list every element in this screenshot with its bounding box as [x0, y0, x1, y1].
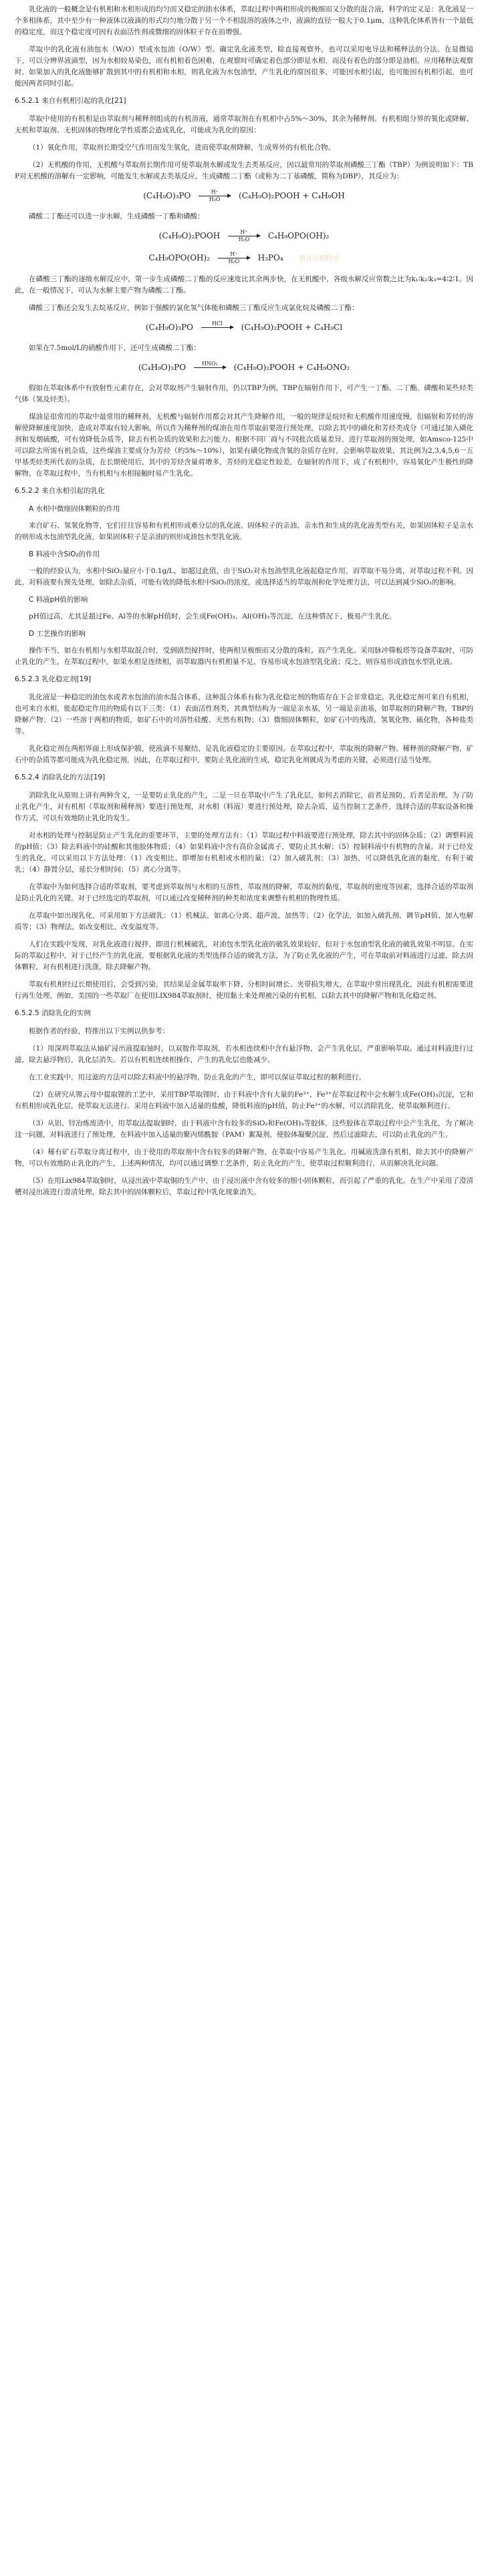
paragraph: 消除乳化从原则上讲有两种含义，一是要防止乳化的产生，二是一旦在萃取中产生了乳化层，如何去消除它，前者是预防，后者是治理。为了防止乳化产生，对有机相（萃取剂和稀释剂）要进行预处理，对水相（料液）要进行预处理，除去杂质，适当控制工艺条件，选择合适的萃取设备和操作方式，可以有效地防止乳化的发生。	[15, 791, 473, 822]
paragraph: 乳化液是一种稳定的油包水或者水包油的油水混合体系，这种混合体系有称为乳化稳定剂的物质存在下会非常稳定。乳化稳定剂可来自有机相，也可来自水相，能起稳定作用的物质有以下三类：（1）表面活性剂类，其典型结构为一端是亲水基，另一端是亲油基，如萃取剂的降解产物，TBP的降解产物；（2）一些溶于两相的物质，如矿石中的可溶性硅酸、天然有机物；（3）微细固体颗粒，如矿石中的残渣，氢氧化物，硫化物，各种盐类等。	[15, 693, 473, 735]
section-heading: 6.5.2.4 消除乳化的方法[19]	[15, 773, 106, 781]
watermark: 留在在泡特点	[299, 255, 340, 262]
equation-hydrolysis-2: (C₄H₉O)₂POOH $\frac{H^+}{\text{H₂O}}$ C₄H₉OPO(OH)₂	[158, 229, 330, 242]
subsection-heading: A 水相中微细固体颗粒的作用	[29, 505, 120, 513]
paragraph: （4）稀有矿石萃取分离过程中，由于使用的萃取剂中含有较多的降解产物，在萃取中容易产生乳化。用碱液洗涤有机相，除去其中的降解产物，可以有效地防止乳化的产生，上述两种情况，均可以通过调整工艺条件，防止乳化的产生，使萃取过程顺利进行，从而解决乳化问题。	[15, 1148, 473, 1167]
paragraph: 乳化液的一般概念是有机相和水相形成的均匀而又稳定的油水体系，萃取过程中两相形成的极细而又分散的混合液，科学的定义是：乳化液是一个多相体系，其中至少有一种液体以液滴的形式均匀地分散于另一个不相混溶的液体之中，液滴的直径一般大于0.1μm，这种乳化体系皆有一个最低的稳定度，而这个稳定度可因有表面活性剂或微细的固体粒子存在而增强。	[15, 5, 473, 36]
reaction-arrow: $\frac{H^+}{\text{H₂O}}$	[228, 229, 260, 243]
section-heading: 6.5.2.1 来自有机相引起的乳化[21]	[15, 97, 126, 105]
paragraph: 萃取中使用的有机相是由萃取剂与稀释剂组成的有机溶液，通常萃取剂在有机相中占5%～30%，其余为稀释剂。有机相组分界的氧化或降解、无机和萃取剂、无机固体的物理化学性质都会造成乳化，可能成为乳化的原因：	[15, 115, 473, 134]
paragraph: 操作不当，如在有机相与水相萃取混合时，受到剧烈搅拌时，使两相呈极细而又分散的珠粒。而产生乳化。采用脉冲筛板塔等设备萃取时，可防止乳化的产生，在萃取过程中，如果水相是连续相，而萃取器内有机相量不足，容易形成水包油型乳化液；反之，则容易形成油包水型乳化液。	[15, 647, 473, 666]
section-heading: 6.5.2.3 乳化稳定剂[19]	[15, 675, 92, 683]
subsection-heading: B 料液中含SiO₂的作用	[29, 550, 100, 558]
paragraph: 来自矿石、氢氧化物等，它们往往容易和有机相形成难分层的乳化液。固体粒子的亲油、亲水性和生成的乳化液类型有关，如果固体粒子是亲水的则形成水包油型乳化液，如果固体粒子是亲油的则形成油包水型乳化液。	[15, 522, 473, 541]
paragraph: 根据作者的经验，特推出以下实例以供参考：	[29, 1027, 169, 1035]
paragraph: 人们在实践中发现，对乳化液进行搅拌，即进行机械破乳，对油包水型乳化液的破乳效果较好，但对于水包油型乳化液的破乳效果不明显。在实际的萃取过程中，对于已经产生的乳化液，要根据乳化液的类型选择合适的破乳方法，为了防止乳化液的产生，可在萃取前对料液进行过滤，除去固体颗粒，对有机相进行洗涤，除去降解产物。	[15, 940, 473, 971]
paragraph: 煤油是很常用的萃取中最常用的稀释剂，无机酸与辐射作用都会对其产生降解作用，一般的规律是烷烃和无机酸作用速度慢，但辐射和芳烃的溶解使降解速度加快，造成对萃取有较大影响，所以作为稀释剂的煤油在用作萃取前要进行预处理，以除去其中的磺化和芳烃类成分（可通过加入磺化剂和发烟硫酸，可有效降低杂质等，除去有机杂质的效果和去污能力。根据不同厂商与不同批次质量差异，进行萃取剂的预处理，如Amsco-125中可以除去所需有机杂质，这些煤油主要成分为芳烃（约5%～10%），如果有磺化物或含氧的杂质存在时，会影响萃取效果，其比例为2,3,4,5,6一五甲基类烃类所代表的杂质，在长期使用后，其中的芳烃含量将增多，芳烃的光稳定性较差，在辐射的作用下，成了有机相中，容易氧化产生极性的降解物，在萃取过程中，当有机相与水相接触时易产生乳化。	[15, 413, 473, 478]
subsection-heading: C 料液pH值的影响	[29, 596, 88, 604]
paragraph: （1）氧化作用，萃取剂长期受空气作用而发生氧化，进而使萃取剂降解，生成界外的有机化合物。	[29, 144, 336, 152]
reaction-arrow: $\frac{H^+}{\text{H₂O}}$	[199, 189, 231, 203]
paragraph: 磷酸二丁酯还可以进一步水解，生成磷酸一丁酯和磷酸：	[29, 212, 205, 220]
paragraph: 假如在萃取体系中有放射性元素存在，会对萃取剂产生辐射作用，仍以TBP为例，TBP在辐射作用下，可产生一丁酯、二丁酯、磷酸和某些烃类气体（氢及烃类）。	[15, 384, 473, 403]
paragraph: 磷酸三丁酯还会发生去烷基反应，例如于强酸的氯化氢气体能和磷酸三丁酯反应生成氯化烷及磷酸二丁酯：	[29, 304, 359, 312]
paragraph: 萃取中的乳化液有油包水（W/O）型或水包油（O/W）型。确定乳化液类型，除直接观察外，也可以采用电导法和稀释法的分法。在显微镜下，可以分辨界液滴型，因为水相较易染色，而有机相着色困难，在观察时可确定着色部分即是水相，而没有着色的部分即是油相。应用稀释法观察时，如果加入的乳化液能够扩散到其中的有机相和水相，则乳化液为水包油型，产生乳化的原因很多，可能因水相引起，也可能因有机相引起，也可能因两者同时引起。	[15, 45, 473, 87]
equation-hydrolysis-1: (C₄H₉O)₃PO $\frac{H^+}{\text{H₂O}}$ (C₄H₉O)₂POOH + C₄H₉OH	[143, 189, 345, 202]
paragraph: 萃取有机相经过长期使用后，会受到污染，其结果是金属萃取率下降、分相时间增长、夹带损失增大，在萃取中常出现乳化，因此有机相需要进行再生处理，例如，美国的一些萃取厂在使用LIX984萃取剂时，使用黏土来处理被污染的有机相，以除去其中的降解产物和乳化稳定剂。	[15, 980, 473, 1000]
reaction-arrow: HNO₃	[194, 361, 226, 375]
subsection-heading: D 工艺操作的影响	[29, 630, 86, 638]
paragraph: （2）在研究从锂云母中提取锂的工艺中，采用TBP萃取锂时，由于料液中含有大量的Fe³⁺，Fe³⁺在萃取过程中会水解生成Fe(OH)₃沉淀，它和有机相形成乳化层，使萃取无法进行。采用在料液中加入适量的盐酸，降低料液的pH值，防止Fe³⁺的水解，可以消除乳化，使萃取顺利进行。	[15, 1091, 473, 1110]
paragraph: （1）用深圳萃取法从轴矿浸出液提取铀时，以双胺作萃取剂，若水相连续相中含有悬浮物，会产生乳化层，严重影响萃取。通过对料液进行过滤，除去悬浮物后，乳化层消失。若以有机相连续相操作，产生的乳化层也能减少。	[15, 1045, 473, 1064]
document-page	[15, 4, 473, 1204]
reaction-arrow: HCl	[201, 321, 233, 335]
paragraph: 一般的经验认为，水相中SiO₂量应小于0.1g/L，如超过此值，由于SiO₂对水包油型乳化液起稳定作用，而萃取不易分离，对萃取过程不利。因此，对料液要有预先处理，如除去杂质，可能有效的降低水相中SiO₂的浓度，或选择适当的萃取剂和化学处理方法，可以达到减少SiO₂的影响。	[15, 567, 473, 586]
paragraph: （2）无机酸的作用，无机酸与萃取剂长期作用可使萃取剂水解或发生去类基反应，因以最常用的萃取剂磷酸三丁酯（TBP）为例说明如下：TBP对无机酸的溶解有一定影响，可能发生水解或去类基反应，生成磷酸二丁酯（或称为二丁基磷酸，简称为DBP），其反应为：	[15, 161, 473, 180]
paragraph: 乳化稳定剂在两相界面上形成保护膜，使液滴不易聚结，是乳化液稳定的主要原因。在萃取过程中，萃取剂的降解产物、稀释剂的降解产物，矿石中的杂质等都可能成为乳化稳定剂，因此，在萃取过程中，要防止乳化液的生成，稳定乳化剂就成为考虑的关键，必须进行适当处理。	[15, 745, 473, 764]
paragraph: 如果在7.5mol/L的硝酸作用下，还可生成磷酸二丁酯：	[29, 344, 201, 352]
paragraph: 在萃取中为如何选择合适的萃取剂，要考虑到萃取剂与水相的互溶性，萃取剂的降解，萃取剂的黏度，萃取剂的密度等因素，选择合适的萃取剂是防止乳化的关键。对于已经选定的萃取剂，可以通过改变稀释剂的种类和浓度来调整有机相的物理性质。	[15, 883, 473, 902]
paragraph: （5）在用Lix984萃取铜时，从浸出液中萃取铜的生产中，由于浸出液中含有较多的细小固体颗粒，而引起了严重的乳化。在生产中采用了澄清槽对浸出液进行澄清处理，除去其中的固体颗粒后，萃取过程中乳化现象消失。	[15, 1177, 473, 1196]
paragraph: 在萃取中如出现乳化，可采用如下方法破乳：（1）机械法，如离心分离、超声波、加热等；（2）化学法，如加入破乳剂、调节pH值、加入电解质等；（3）物理法，如改变相比、改变温度等。	[15, 912, 473, 931]
paragraph: 对水相的处理与控制是防止产生乳化的重要环节，主要的处理方法有：（1）萃取过程中料液要进行预处理，除去其中的固体杂质；（2）调整料液的pH值；（3）除去料液中的硅酸和其他胶体物质；（4）如果料液中含有高价金属离子，要防止其水解；（5）控制料液中有机物的含量。对于已经发生的乳化，可以采用以下方法处理：（1）改变相比，即增加有机相或水相的量；（2）加入破乳剂；（3）加热，可以降低乳化液的黏度，有利于破乳；（4）静置分层，延长分相时间；（5）离心分离等。	[15, 832, 473, 874]
equation-dealkylation-hno3: (C₄H₉O)₃PO HNO₃ (C₄H₉O)₂POOH + C₄H₉ONO₂	[15, 361, 473, 375]
equation-hydrolysis-3: C₄H₉OPO(OH)₂ $\frac{H^+}{\text{H₂O}}$ H₃PO₄ 留在在泡特点	[148, 251, 340, 264]
paragraph: pH值过高，尤其是超过Fe、Al等的水解pH值时，会生成Fe(OH)₃、Al(OH)₃等沉淀，在这种情况下，极易产生乳化。	[29, 612, 396, 620]
equation-dealkylation-hcl: (C₄H₉O)₃PO HCl (C₄H₉O)₂POOH + C₄H₉Cl	[15, 321, 473, 335]
section-heading: 6.5.2.5 消除乳化的实例	[15, 1009, 91, 1017]
paragraph: 在工业实践中，用过滤的方法可以除去料液中的悬浮物，防止乳化的产生，即可以保证萃取过程的顺利进行。	[29, 1073, 366, 1081]
reaction-arrow: $\frac{H^+}{\text{H₂O}}$	[218, 251, 250, 265]
section-heading: 6.5.2.2 来自水相引起的乳化	[15, 487, 105, 495]
paragraph: （3）从铝、锌冶炼废渣中，用萃取法提取铟时，由于料液中含有较多的SiO₂和Fe(OH)₃等胶体，这些胶体在萃取过程中会产生乳化，为了解决这一问题，对料液进行了预处理，在料液中加入适量的聚丙烯酰胺（PAM）絮凝剂，使胶体凝聚沉淀，然后过滤除去，可以防止乳化的产生。	[15, 1119, 473, 1139]
paragraph: 在磷酸三丁酯的逐级水解反应中，第一步生成磷酸二丁酯的反应速度比其余两步快，在无机酸中，各级水解反应常数之比为k₁∶k₂∶k₃=4∶2∶1。因此，在一般情况下，可认为水解主要产物为磷酸二丁酯。	[15, 275, 473, 295]
